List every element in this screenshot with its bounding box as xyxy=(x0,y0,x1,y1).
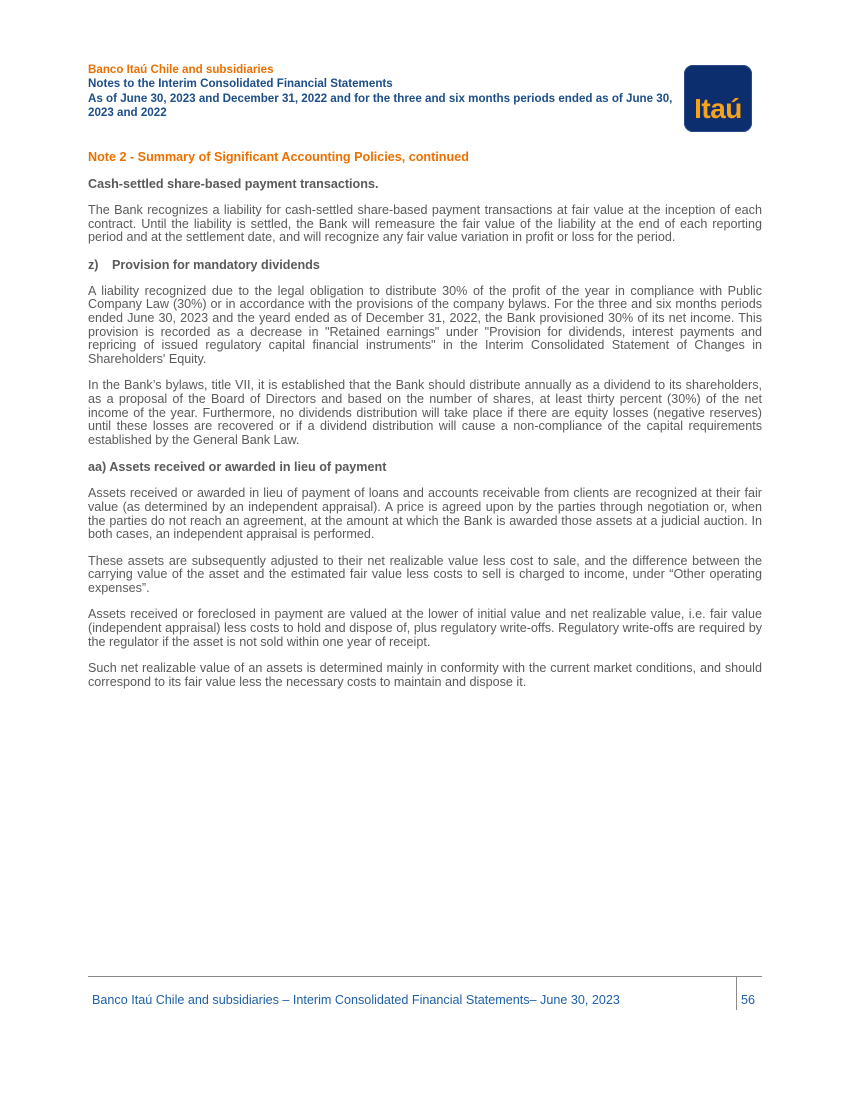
section-heading-text: Cash-settled share-based payment transactions. xyxy=(88,177,379,191)
paragraph: In the Bank’s bylaws, title VII, it is established that the Bank should distribute annually as a dividend to its shareholders, as a proposal of the Board of Directors and based on the number of shares, at least thirty percent (30%) of the net income of the year. Furthermore, no dividends distribution will take place if there are equity losses (negative reserves) until these losses are recovered or if a dividend distribution will cause a non-compliance of the capital requirements established by the General Bank Law. xyxy=(88,378,762,447)
logo-text: Itaú xyxy=(694,93,742,124)
header-period: As of June 30, 2023 and December 31, 2022 and for the three and six months periods ended as of June 30, 2023 and 2022 xyxy=(88,91,673,120)
company-name: Banco Itaú Chile and subsidiaries xyxy=(88,63,274,76)
footer-separator xyxy=(736,976,737,1010)
page-number: 56 xyxy=(741,993,756,1007)
section-assets-received xyxy=(88,460,762,689)
section-heading xyxy=(88,460,762,474)
section-heading xyxy=(88,177,762,191)
paragraph: The Bank recognizes a liability for cash-settled share-based payment transactions at fair value at the inception of each contract. Until the liability is settled, the Bank will remeasure the fair value of the liability at the end of each reporting period and at the settlement date, and will recognize any fair value variation in profit or loss for the period. xyxy=(88,203,762,245)
section-marker: z) xyxy=(88,257,99,272)
footer-divider xyxy=(88,976,762,977)
section-heading-text: Provision for mandatory dividends xyxy=(112,257,320,272)
header-subtitle: Notes to the Interim Consolidated Financial Statements xyxy=(88,77,393,91)
section-cash-settled xyxy=(88,177,762,245)
document-body xyxy=(88,150,762,702)
document-header xyxy=(88,63,678,121)
paragraph: These assets are subsequently adjusted to their net realizable value less cost to sale, and the difference between the carrying value of the asset and the estimated fair value less costs to sell is charged to income, under “Other operating expenses”. xyxy=(88,553,762,595)
footer-text: Banco Itaú Chile and subsidiaries – Interim Consolidated Financial Statements– June 30, 2023 xyxy=(92,993,620,1007)
itau-logo xyxy=(684,65,752,132)
note-title: Note 2 - Summary of Significant Accounting Policies, continued xyxy=(88,150,469,164)
paragraph: Such net realizable value of an assets is determined mainly in conformity with the current market conditions, and should correspond to its fair value less the necessary costs to maintain and dispose it. xyxy=(88,661,762,689)
section-heading xyxy=(88,258,762,272)
section-heading-text: aa) Assets received or awarded in lieu of payment xyxy=(88,460,387,475)
section-mandatory-dividends xyxy=(88,258,762,448)
paragraph: Assets received or foreclosed in payment are valued at the lower of initial value and net realizable value, i.e. fair value (independent appraisal) less costs to hold and dispose of, plus regulatory write-offs. Regulatory write-offs are required by the regulator if the asset is not sold within one year of receipt. xyxy=(88,607,762,649)
paragraph: Assets received or awarded in lieu of payment of loans and accounts receivable from clients are recognized at their fair value (as determined by an independent appraisal). A price is agreed upon by the parties through negotiation or, when the parties do not reach an agreement, at the amount at which the Bank is awarded those assets at a judicial auction. In both cases, an independent appraisal is performed. xyxy=(88,486,762,542)
paragraph: A liability recognized due to the legal obligation to distribute 30% of the profit of the year in compliance with Public Company Law (30%) or in accordance with the provisions of the company bylaws. For the three and six months periods ended June 30, 2023 and the yeard ended as of December 31, 2022, the Bank provisioned 30% of its net income. This provision is recorded as a decrease in "Retained earnings" under "Provision for dividends, interest payments and repricing of issued regulatory capital financial instruments" in the Interim Consolidated Statement of Changes in Shareholders' Equity. xyxy=(88,283,762,366)
